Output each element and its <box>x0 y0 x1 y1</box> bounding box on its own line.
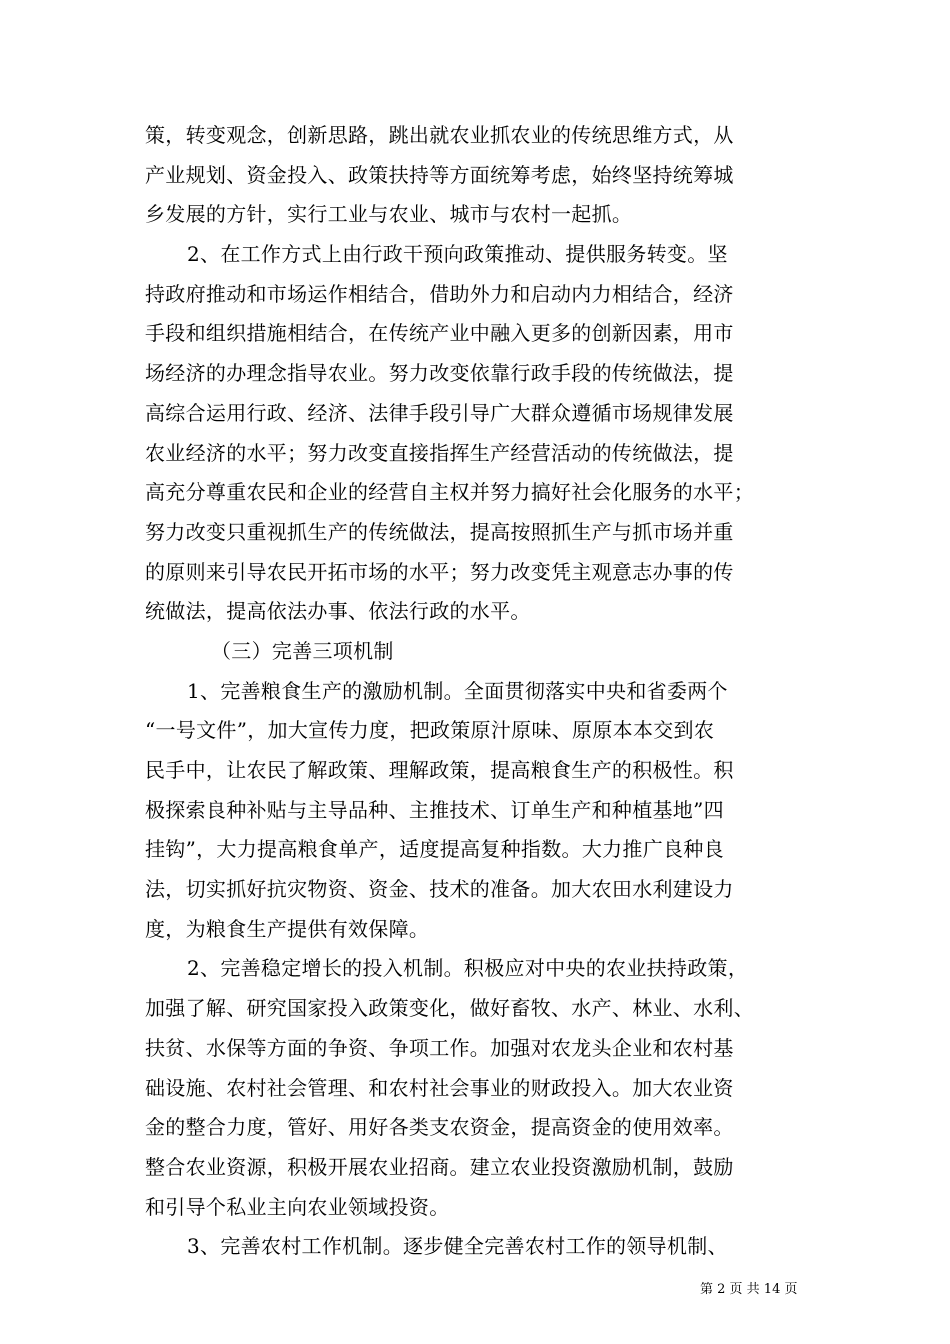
body-line: 度，为粮食生产提供有效保障。 <box>145 916 430 941</box>
body-line: 极探索良种补贴与主导品种、主推技术、订单生产和种植基地”四 <box>145 797 724 822</box>
body-line: 础设施、农村社会管理、和农村社会事业的财政投入。加大农业资 <box>145 1075 734 1100</box>
body-line: 法，切实抓好抗灾物资、资金、技术的准备。加大农田水利建设力 <box>145 877 734 902</box>
body-line: 的原则来引导农民开拓市场的水平；努力改变凭主观意志办事的传 <box>145 559 734 584</box>
body-line: “一号文件”，加大宣传力度，把政策原汁原味、原原本本交到农 <box>145 718 715 743</box>
body-line: 乡发展的方针，实行工业与农业、城市与农村一起抓。 <box>145 202 633 227</box>
page-number-footer: 第 2 页 共 14 页 <box>700 1282 798 1297</box>
paragraph-start-line: 2、完善稳定增长的投入机制。积极应对中央的农业扶持政策， <box>187 956 749 981</box>
body-line: 策，转变观念，创新思路，跳出就农业抓农业的传统思维方式，从 <box>145 123 734 147</box>
paragraph-start-line: 1、完善粮食生产的激励机制。全面贯彻落实中央和省委两个 <box>187 678 728 703</box>
body-line: 产业规划、资金投入、政策扶持等方面统筹考虑，始终坚持统筹城 <box>145 162 734 187</box>
section-heading: （三）完善三项机制 <box>211 638 394 663</box>
body-line: 场经济的办理念指导农业。努力改变依靠行政手段的传统做法，提 <box>145 361 734 386</box>
body-line: 农业经济的水平；努力改变直接指挥生产经营活动的传统做法，提 <box>145 440 734 465</box>
body-line: 金的整合力度，管好、用好各类支农资金，提高资金的使用效率。 <box>145 1115 734 1140</box>
paragraph-start-line: 3、完善农村工作机制。逐步健全完善农村工作的领导机制、 <box>187 1234 728 1259</box>
body-line: 扶贫、水保等方面的争资、争项工作。加强对农龙头企业和农村基 <box>145 1035 734 1060</box>
body-line: 加强了解、研究国家投入政策变化，做好畜牧、水产、林业、水利、 <box>145 996 754 1021</box>
body-line: 手段和组织措施相结合，在传统产业中融入更多的创新因素，用市 <box>145 321 734 346</box>
body-line: 统做法，提高依法办事、依法行政的水平。 <box>145 599 531 624</box>
paragraph-start-line: 2、在工作方式上由行政干预向政策推动、提供服务转变。坚 <box>187 242 728 267</box>
body-line: 民手中，让农民了解政策、理解政策，提高粮食生产的积极性。积 <box>145 758 734 782</box>
document-body <box>145 116 815 1267</box>
body-line: 高充分尊重农民和企业的经营自主权并努力搞好社会化服务的水平； <box>145 480 754 505</box>
body-line: 和引导个私业主向农业领域投资。 <box>145 1194 450 1219</box>
body-line: 挂钩”，大力提高粮食单产，适度提高复种指数。大力推广良种良 <box>145 837 724 862</box>
body-line: 高综合运用行政、经济、法律手段引导广大群众遵循市场规律发展 <box>145 400 734 425</box>
body-line: 努力改变只重视抓生产的传统做法，提高按照抓生产与抓市场并重 <box>145 519 734 544</box>
body-line: 持政府推动和市场运作相结合，借助外力和启动内力相结合，经济 <box>145 281 734 306</box>
body-line: 整合农业资源，积极开展农业招商。建立农业投资激励机制，鼓励 <box>145 1154 734 1179</box>
